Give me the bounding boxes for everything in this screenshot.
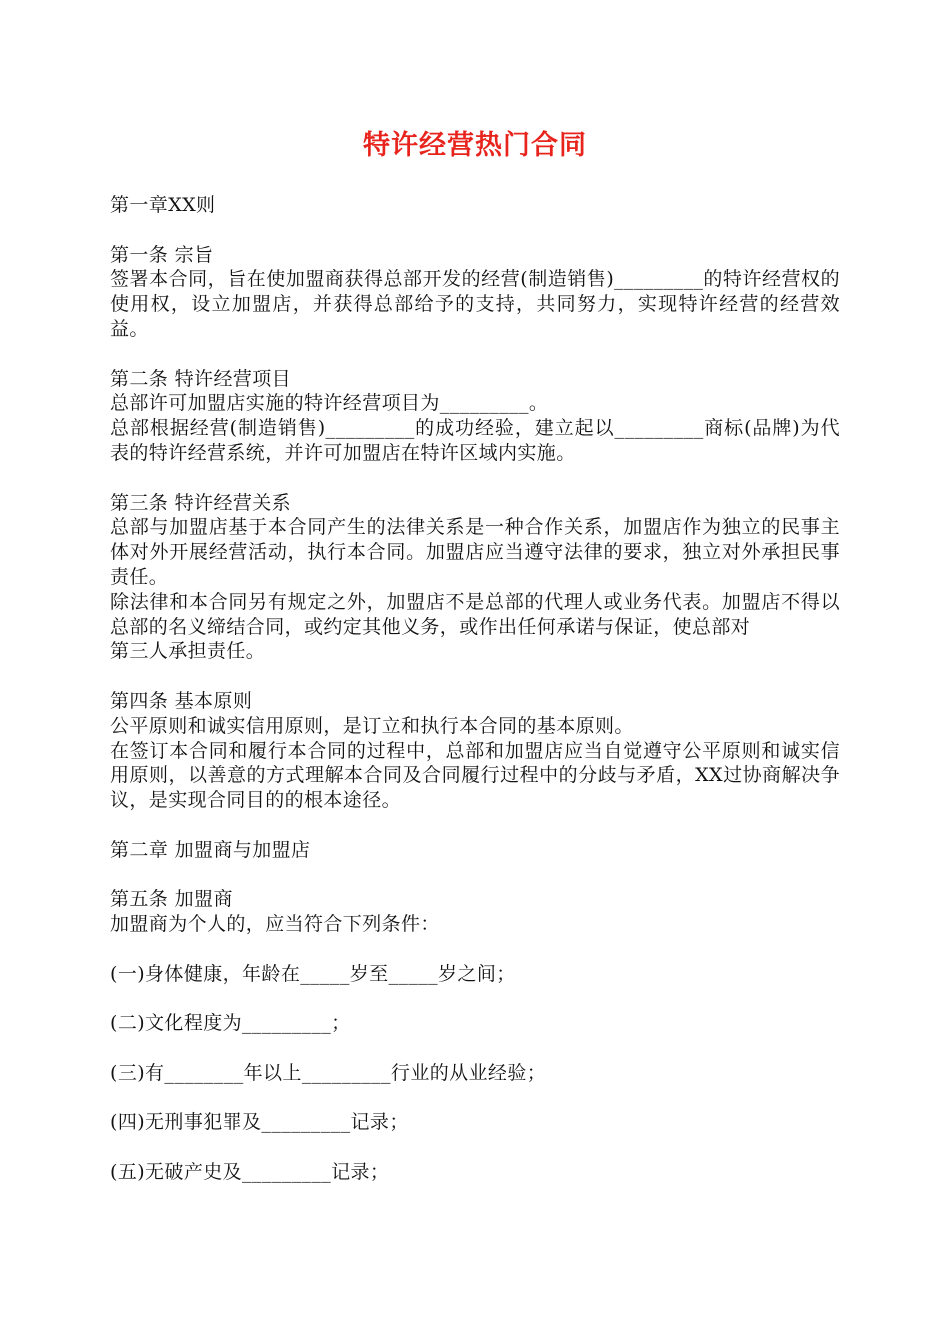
document-line: 公平原则和诚实信用原则，是订立和执行本合同的基本原则。: [110, 714, 634, 737]
blank-line: [110, 664, 840, 689]
blank-line: [110, 813, 840, 838]
document-line: 第三条 特许经营关系: [110, 491, 292, 514]
document-line: (五)无破产史及_________记录；: [110, 1161, 390, 1184]
blank-line: [110, 863, 840, 888]
document-line: 第五条 加盟商: [110, 888, 233, 911]
document-line: (二)文化程度为_________；: [110, 1012, 351, 1035]
document-line: 第一章XX则: [110, 194, 216, 216]
blank-line: [110, 1036, 840, 1061]
document-line: 第二章 加盟商与加盟店: [110, 838, 311, 861]
document-line: 第四条 基本原则: [110, 689, 253, 712]
document-line: 加盟商为个人的，应当符合下列条件：: [110, 913, 440, 936]
document-line: 在签订本合同和履行本合同的过程中，总部和加盟店应当自觉遵守公平原则和诚实信用原则，以善意的方式理解本合同及合同履行过程中的分歧与矛盾，XX过协商解决争议，是实现合同目的的根本途径。: [110, 739, 840, 812]
blank-line: [110, 466, 840, 491]
blank-line: [110, 1086, 840, 1111]
document-line: (一)身体健康，年龄在_____岁至_____岁之间；: [110, 962, 516, 985]
blank-line: [110, 987, 840, 1012]
blank-line: [110, 218, 840, 243]
document-line: 总部根据经营(制造销售)_________的成功经验，建立起以_________商标(品牌)为代表的特许经营系统，并许可加盟店在特许区域内实施。: [110, 417, 840, 464]
document-body: [110, 193, 840, 1185]
document-line: 除法律和本合同另有规定之外，加盟店不是总部的代理人或业务代表。加盟店不得以总部的名义缔结合同，或约定其他义务，或作出任何承诺与保证，使总部对: [110, 590, 840, 638]
blank-line: [110, 1135, 840, 1160]
document-line: 总部许可加盟店实施的特许经营项目为_________。: [110, 392, 549, 415]
document-line: 总部与加盟店基于本合同产生的法律关系是一种合作关系，加盟店作为独立的民事主体对外开展经营活动，执行本合同。加盟店应当遵守法律的要求，独立对外承担民事责任。: [110, 516, 840, 588]
document-line: 签署本合同，旨在使加盟商获得总部开发的经营(制造销售)_________的特许经营权的使用权，设立加盟店，并获得总部给予的支持，共同努力，实现特许经营的经营效益。: [110, 268, 840, 340]
document-line: (四)无刑事犯罪及_________记录；: [110, 1111, 409, 1134]
document-line: (三)有________年以上_________行业的从业经验；: [110, 1061, 547, 1084]
document-line: 第一条 宗旨: [110, 243, 214, 266]
document-line: 第三人承担责任。: [110, 640, 266, 663]
blank-line: [110, 342, 840, 367]
blank-line: [110, 937, 840, 962]
document-title: 特许经营热门合同: [363, 130, 587, 161]
document-line: 第二条 特许经营项目: [110, 367, 292, 390]
